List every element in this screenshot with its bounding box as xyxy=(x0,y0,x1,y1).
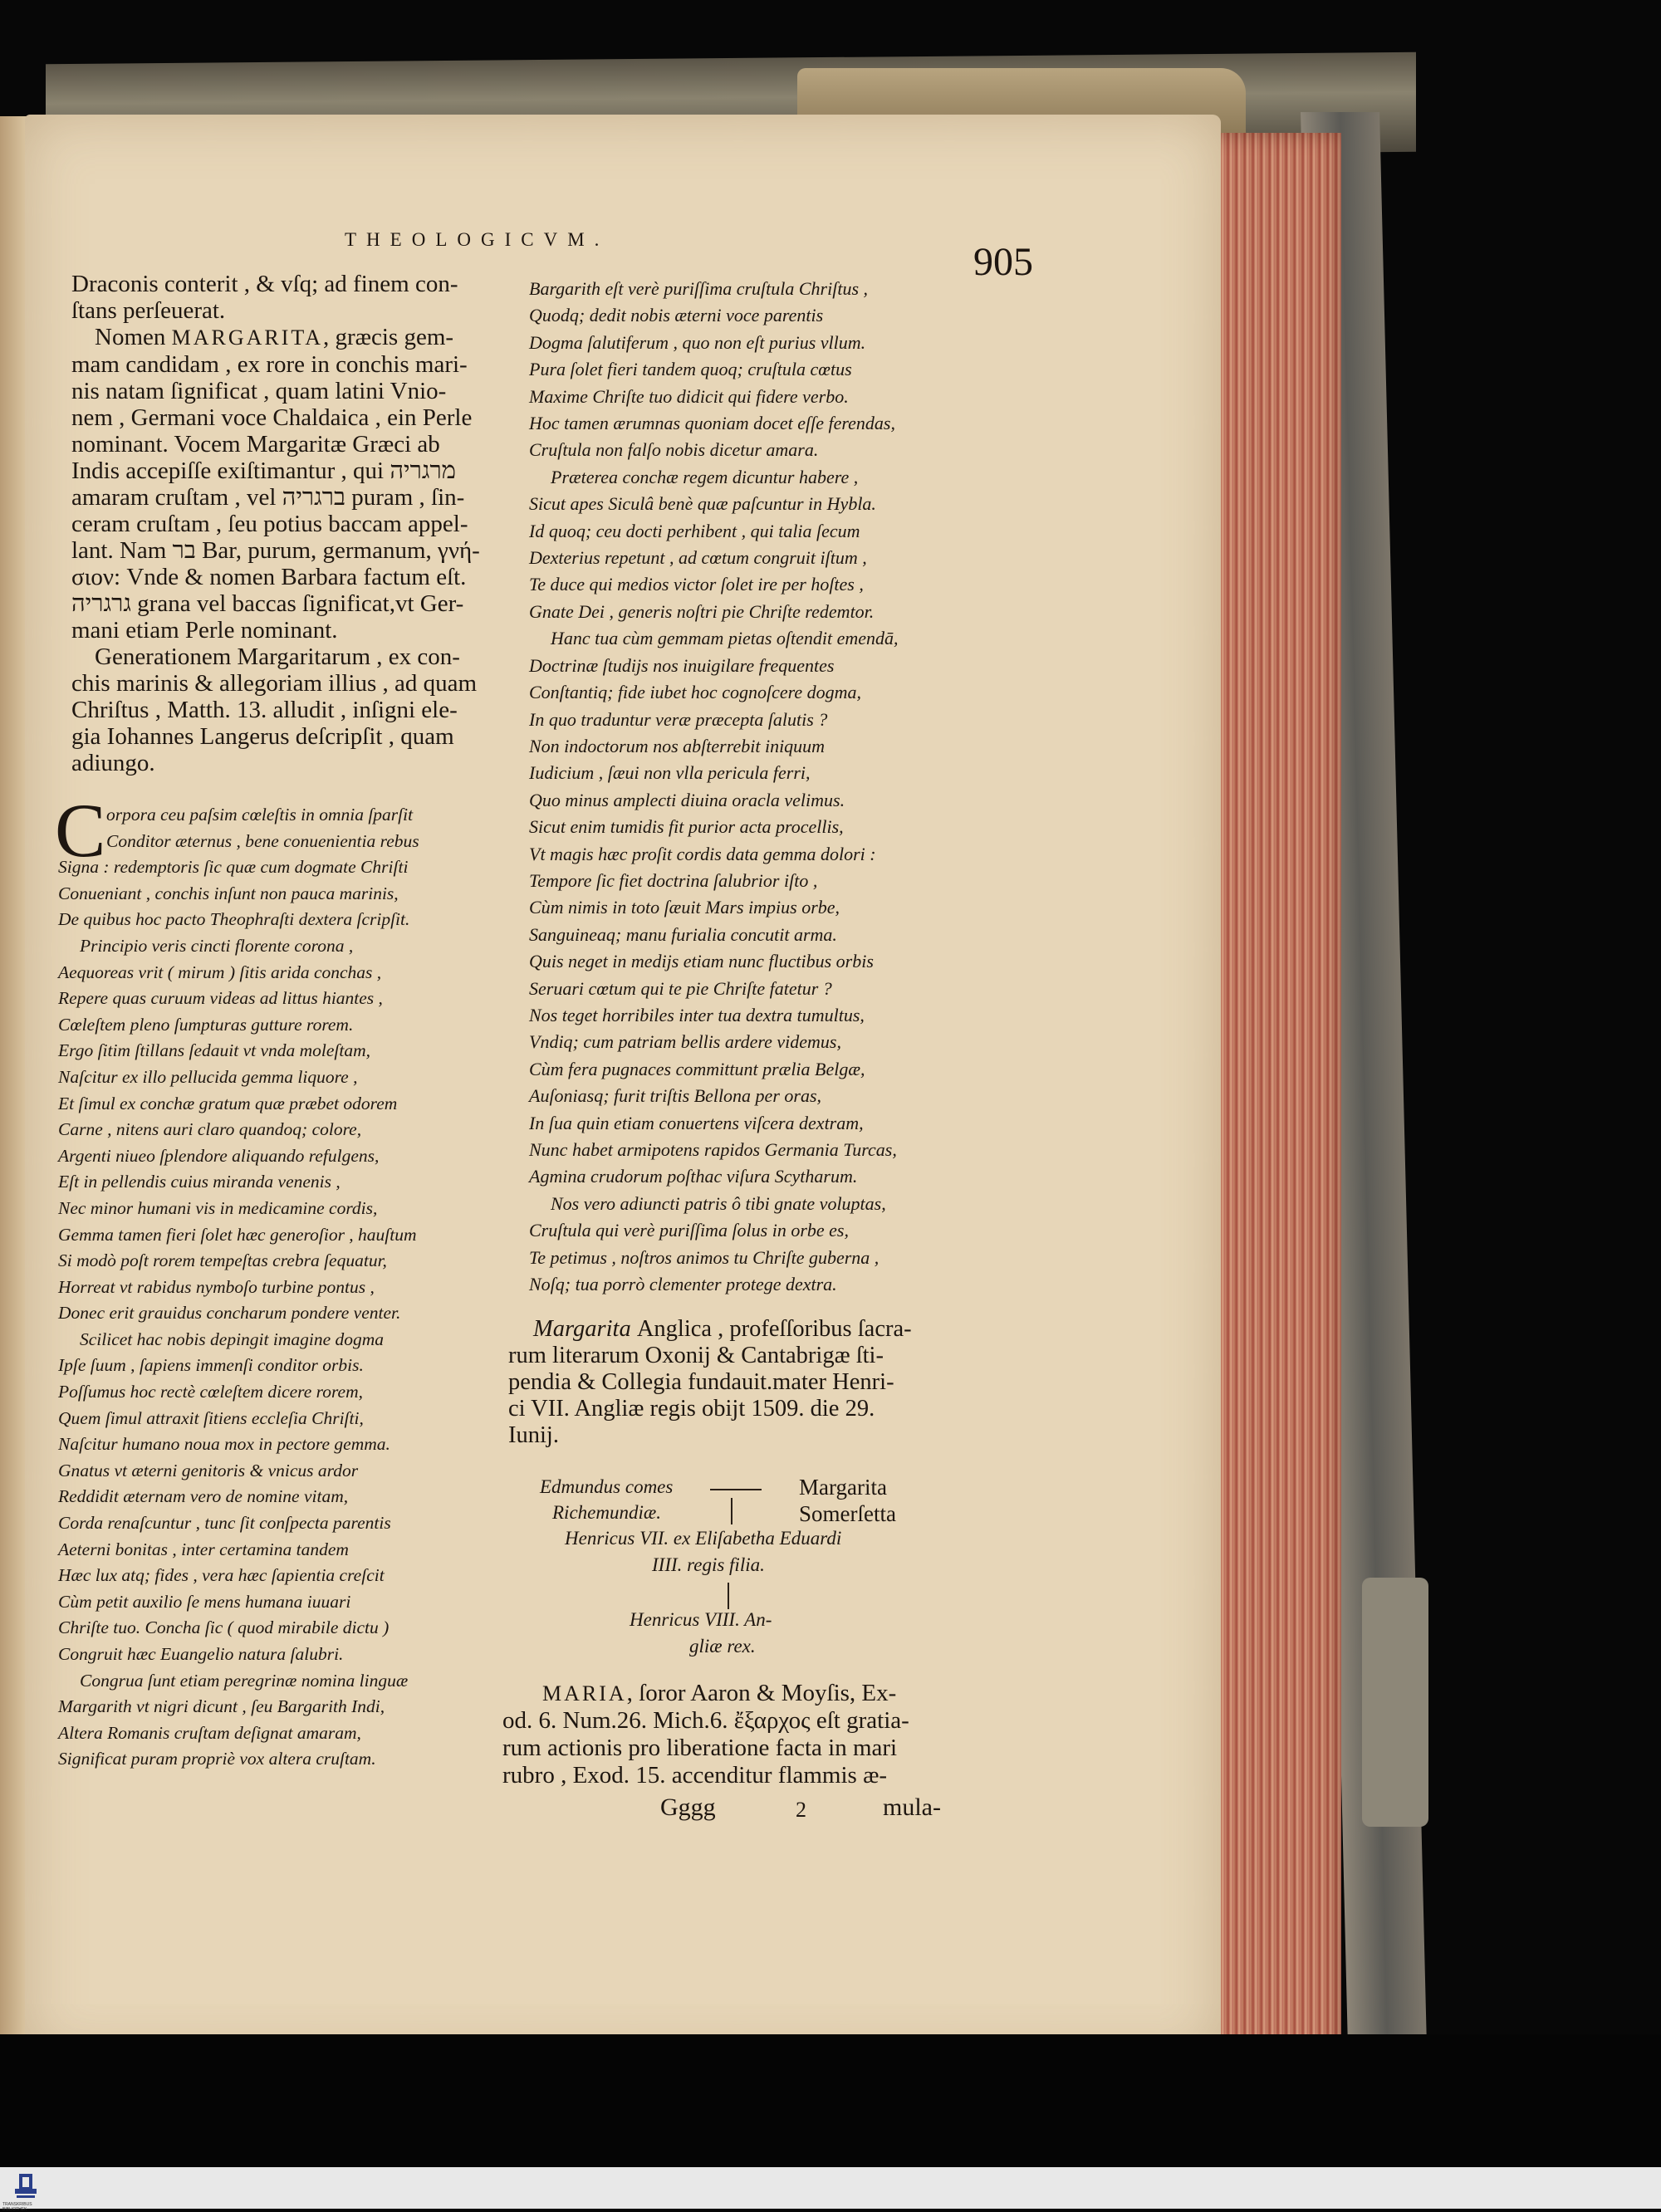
poem-line: Ergo ſitim ſtillans ſedauit vt vnda moleſtam, xyxy=(58,1040,371,1061)
grandson-title: gliæ rex. xyxy=(689,1636,756,1657)
poem-line: Cùm petit auxilio ſe mens humana iuuari xyxy=(58,1591,351,1612)
poem-line: Et ſimul ex conchæ gratum quæ præbet odorem xyxy=(58,1093,398,1113)
poem-line: Congruit hæc Euangelio natura ſalubri. xyxy=(58,1644,344,1664)
poem-line: Cruſtula qui verè puriſſima ſolus in orbe es, xyxy=(529,1220,849,1241)
poem-line: Præterea conchæ regem dicuntur habere , xyxy=(551,466,859,487)
drop-cap: C xyxy=(55,788,106,873)
text-line: Chriſtus , Matth. 13. alludit , inſigni ele- xyxy=(71,697,458,723)
poem-line: Te duce qui medios victor ſolet ire per hoſtes , xyxy=(529,574,864,595)
poem-line: Gnatus vt æterni genitoris & vnicus ardor xyxy=(58,1460,359,1480)
library-logo-text: TRANSKRIBUS BIBLIOTHEK xyxy=(2,2202,32,2212)
poem-line: Significat puram propriè vox altera cruſtam. xyxy=(58,1749,376,1769)
descent-line xyxy=(731,1498,733,1524)
poem-line: Te petimus , noſtros animos tu Chriſte guberna , xyxy=(529,1246,879,1268)
catchword: mula- xyxy=(883,1794,941,1821)
text-span: , ſoror Aaron & Moyſis, Ex- xyxy=(626,1680,897,1706)
poem-line: Eſt in pellendis cuius miranda venenis , xyxy=(58,1172,341,1192)
poem-line: Carne , nitens auri claro quandoq; colore, xyxy=(58,1119,362,1140)
poem-line: Hæc lux atq; fides , vera hæc ſapientia creſcit xyxy=(58,1565,385,1586)
poem-line: Vt magis hæc proſit cordis data gemma dolori : xyxy=(529,843,876,864)
signature-mark: Gggg xyxy=(660,1794,716,1821)
poem-line: Conueniant , conchis inſunt non pauca marinis, xyxy=(58,883,399,903)
poem-line: Gemma tamen fieri ſolet hæc generoſior , hauſtum xyxy=(58,1224,417,1245)
text-line: mam candidam , ex rore in conchis mari- xyxy=(71,351,468,378)
text-line xyxy=(71,324,503,351)
poem-line: Sicut enim tumidis fit purior acta procellis, xyxy=(529,816,844,838)
poem-line: Vndiq; cum patriam bellis ardere videmus, xyxy=(529,1031,841,1053)
poem-line: Cùm fera pugnaces committunt prælia Belgæ, xyxy=(529,1058,865,1079)
poem-line: Quodq; dedit nobis æterni voce parentis xyxy=(529,305,824,326)
mother-title: Somerſetta xyxy=(799,1501,896,1526)
poem-line: Gnate Dei , generis noſtri pie Chriſte redemtor. xyxy=(529,600,875,622)
poem-line: Dogma ſalutiferum , quo non eſt purius vllum. xyxy=(529,331,866,353)
running-head: THEOLOGICVM. xyxy=(345,229,610,250)
text-line: nis natam ſignificat , quam latini Vnio- xyxy=(71,378,447,404)
poem-line: De quibus hoc pacto Theophraſti dextera ſcripſit. xyxy=(58,909,410,930)
text-line: ci VII. Angliæ regis obijt 1509. die 29. xyxy=(508,1396,875,1422)
text-line: ſtans perſeuerat. xyxy=(71,297,226,324)
text-span: Anglica , profeſſoribus ſacra- xyxy=(636,1316,912,1342)
text-line: Draconis conterit , & vſq; ad finem con- xyxy=(71,271,458,297)
text-span: , græcis gem- xyxy=(323,324,454,350)
poem-line: Id quoq; ceu docti perhibent , qui talia ſecum xyxy=(529,520,860,541)
italic-name: Margarita xyxy=(533,1316,637,1342)
poem-line: Aeterni bonitas , inter certamina tandem xyxy=(58,1539,349,1559)
poem-line: Quem ſimul attraxit ſitiens eccleſia Chriſti, xyxy=(58,1407,364,1428)
text-line: σιον: Vnde & nomen Barbara factum eſt. xyxy=(71,564,467,590)
text-line: nem , Germani voce Chaldaica , ein Perle xyxy=(71,404,473,431)
poem-line: Conditor æternus , bene conuenientia rebus xyxy=(106,830,419,851)
text-line: od. 6. Num.26. Mich.6. ἔξαρχος eſt gratia- xyxy=(502,1707,909,1734)
small-caps-name: MARGARITA xyxy=(171,325,323,350)
text-line: rum literarum Oxonij & Cantabrigæ ſti- xyxy=(508,1343,884,1368)
text-line xyxy=(502,1680,951,1707)
maria-paragraph xyxy=(502,1680,951,1789)
poem-line: Margarith vt nigri dicunt , ſeu Bargarith Indi, xyxy=(58,1696,385,1717)
poem-line: Dexterius repetunt , ad cœtum congruit iſtum , xyxy=(529,547,867,569)
father-name: Edmundus comes xyxy=(540,1476,674,1497)
text-line: mani etiam Perle nominant. xyxy=(71,617,338,644)
text-line: Iunij. xyxy=(508,1422,559,1448)
poem-line: In quo traduntur veræ præcepta ſalutis ? xyxy=(529,708,828,730)
poem-line: Nos vero adiuncti patris ô tibi gnate voluptas, xyxy=(551,1192,886,1214)
father-title: Richemundiæ. xyxy=(552,1502,661,1523)
poem-line: Repere quas curuum videas ad littus hiantes , xyxy=(58,988,383,1009)
library-logo-icon xyxy=(7,2172,45,2205)
poem-line: Principio veris cincti florente corona , xyxy=(80,935,354,956)
poem-line: Quo minus amplecti diuina oracla velimus. xyxy=(529,789,845,810)
poem-line: Hoc tamen ærumnas quoniam docet eſſe ferendas, xyxy=(529,413,895,434)
son-detail: IIII. regis filia. xyxy=(652,1554,765,1575)
poem-line: Quis neget in medijs etiam nunc fluctibus orbis xyxy=(529,951,874,972)
poem-line: Bargarith eſt verè puriſſima cruſtula Chriſtus , xyxy=(529,278,869,299)
left-column-prose xyxy=(71,271,503,776)
poem-line: Chriſte tuo. Concha ſic ( quod mirabile dictu ) xyxy=(58,1617,390,1638)
poem-line: Maxime Chriſte tuo didicit qui fidere verbo. xyxy=(529,385,849,407)
grandson-name: Henricus VIII. An- xyxy=(630,1609,772,1630)
poem-line: Ipſe ſuum , ſapiens immenſi conditor orbis. xyxy=(58,1355,364,1376)
poem-line: Donec erit grauidus concharum pondere venter. xyxy=(58,1303,401,1324)
poem-line: Cœleſtem pleno ſumpturas gutture rorem. xyxy=(58,1014,354,1035)
poem-line: Altera Romanis cruſtam deſignat amaram, xyxy=(58,1722,361,1743)
poem-line: Aequoreas vrit ( mirum ) ſitis arida conchas , xyxy=(58,962,382,982)
poem-line: Poſſumus hoc rectè cœleſtem dicere rorem, xyxy=(58,1382,363,1402)
poem-line: Scilicet hac nobis depingit imagine dogma xyxy=(80,1329,385,1349)
poem-line: Horreat vt rabidus nymboſo turbine pontus , xyxy=(58,1276,375,1297)
poem-line: Signa : redemptoris ſic quæ cum dogmate Chriſti xyxy=(58,857,409,878)
text-line: rubro , Exod. 15. accenditur flammis æ- xyxy=(502,1762,888,1789)
genealogy-tree xyxy=(507,1476,955,1663)
text-line xyxy=(508,1316,957,1343)
dark-background xyxy=(0,2034,1661,2167)
poem-line: Tempore ſic fiet doctrina ſalubrior iſto , xyxy=(529,869,818,891)
poem-line: Doctrinæ ſtudijs nos inuigilare frequentes xyxy=(529,654,835,676)
text-line: pendia & Collegia fundauit.mater Henri- xyxy=(508,1369,894,1395)
text-line: ceram cruſtam , ſeu potius baccam appel- xyxy=(71,511,468,537)
poem-line: Reddidit æternam vero de nomine vitam, xyxy=(58,1486,349,1507)
poem-line: Nec minor humani vis in medicamine cordis, xyxy=(58,1197,378,1218)
poem-left-column xyxy=(55,788,523,1773)
poem-line: Iudicium , ſæui non vlla pericula ferri, xyxy=(529,762,811,784)
poem-line: Si modò poſt rorem tempeſtas crebra ſequatur, xyxy=(58,1250,387,1271)
text-span: Nomen xyxy=(95,324,172,350)
text-line: chis marinis & allegoriam illius , ad quam xyxy=(71,670,478,697)
marriage-line xyxy=(710,1489,762,1490)
poem-line: Auſoniasq; furit triſtis Bellona per oras, xyxy=(529,1085,822,1107)
poem-line: Naſcitur ex illo pellucida gemma liquore , xyxy=(58,1066,358,1087)
poem-line: orpora ceu paſsim cœleſtis in omnia ſparſit xyxy=(106,805,414,825)
poem-line: Congrua ſunt etiam peregrinæ nomina linguæ xyxy=(80,1670,409,1691)
poem-line: Agmina crudorum poſthac viſura Scytharum. xyxy=(529,1166,858,1187)
margarita-anglica-paragraph xyxy=(508,1316,957,1449)
text-line: adiungo. xyxy=(71,750,155,776)
poem-line: In ſua quin etiam conuertens viſcera dextram, xyxy=(529,1112,864,1133)
poem-line: Noſq; tua porrò clementer protege dextra. xyxy=(529,1274,837,1295)
page-number: 905 xyxy=(973,240,1033,284)
poem-line: Seruari cœtum qui te pie Chriſte fatetur ? xyxy=(529,977,832,999)
viewer-bottom-bar xyxy=(0,2167,1661,2209)
small-caps-name: MARIA xyxy=(542,1681,627,1705)
poem-right-column xyxy=(529,276,961,1298)
descent-line xyxy=(728,1583,729,1609)
text-line: nominant. Vocem Margaritæ Græci ab xyxy=(71,431,440,458)
poem-line: Conſtantiq; fide iubet hoc cognoſcere dogma, xyxy=(529,682,861,703)
poem-line: Naſcitur humano noua mox in pectore gemma. xyxy=(58,1434,390,1455)
text-line: Indis accepiſſe exiſtimantur , qui מרגריה xyxy=(71,458,456,484)
signature-number: 2 xyxy=(796,1798,806,1822)
poem-line: Sanguineaq; manu furialia concutit arma. xyxy=(529,923,837,945)
cover-board-fragment xyxy=(1362,1578,1428,1827)
text-line: lant. Nam בר Bar, purum, germanum, γνή- xyxy=(71,537,480,564)
text-line: גרגריה grana vel baccas ſignificat,vt Ger- xyxy=(71,590,464,617)
son-name: Henricus VII. ex Eliſabetha Eduardi xyxy=(565,1528,842,1549)
poem-line: Sicut apes Siculâ benè quæ paſcuntur in Hybla. xyxy=(529,493,876,515)
poem-line: Cùm nimis in toto ſæuit Mars impius orbe, xyxy=(529,897,840,918)
text-line: Generationem Margaritarum , ex con- xyxy=(95,644,460,670)
poem-line: Nos teget horribiles inter tua dextra tumultus, xyxy=(529,1004,865,1025)
text-line: gia Iohannes Langerus deſcripſit , quam xyxy=(71,723,454,750)
poem-line: Non indoctorum nos abſterrebit iniquum xyxy=(529,735,826,756)
poem-line: Hanc tua cùm gemmam pietas oſtendit emendā, xyxy=(551,628,899,649)
text-line: rum actionis pro liberatione facta in mari xyxy=(502,1735,898,1761)
poem-line: Pura ſolet fieri tandem quoq; cruſtula cœtus xyxy=(529,359,852,380)
poem-line: Cruſtula non falſo nobis dicetur amara. xyxy=(529,439,819,461)
text-line: amaram cruſtam , vel ברגריה puram , ſin- xyxy=(71,484,465,511)
poem-line: Corda renaſcuntur , tunc ſit conſpecta parentis xyxy=(58,1513,391,1534)
poem-line: Argenti niueo ſplendore aliquando refulgens, xyxy=(58,1145,380,1166)
poem-line: Nunc habet armipotens rapidos Germania Turcas, xyxy=(529,1139,897,1160)
mother-name: Margarita xyxy=(799,1475,887,1500)
